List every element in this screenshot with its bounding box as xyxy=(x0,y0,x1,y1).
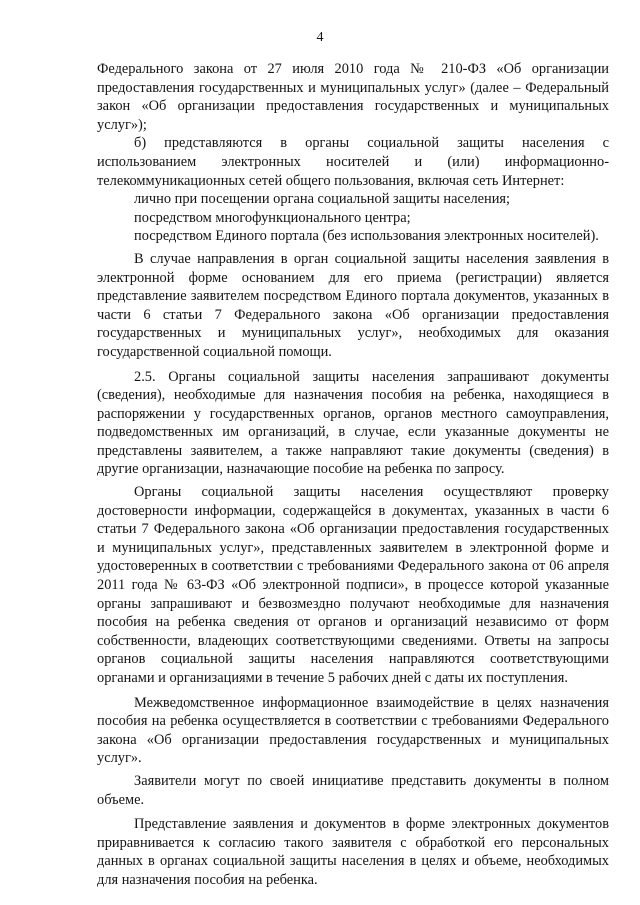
paragraph-law-reference: Федерального закона от 27 июля 2010 года № 210-ФЗ «Об организации предоставления государственных и муниципальных услуг» (далее – Федеральный закон «Об организации предоставления государственных и муниципальных услуг»); xyxy=(97,61,609,133)
paragraph-own-initiative: Заявители могут по своей инициативе представить документы в полном объеме. xyxy=(97,772,609,808)
paragraph-mfc: посредством многофункционального центра; xyxy=(134,209,411,226)
document-body xyxy=(97,60,609,890)
paragraph-interagency: Межведомственное информационное взаимодействие в целях назначения пособия на ребенка осуществляется в соответствии с требованиями Федерального закона «Об организации предоставления государственных и муниципальных услуг». xyxy=(97,694,609,767)
paragraph-electronic-application: В случае направления в орган социальной защиты населения заявления в электронной форме основанием для его приема (регистрации) является представление заявителем посредством Единого портала документов, указанных в части 6 статьи 7 Федерального закона «Об организации предоставления государственных и муниципальных услуг», необходимых для оказания государственной социальной помощи. xyxy=(97,250,609,360)
paragraph-verification: Органы социальной защиты населения осуществляют проверку достоверности информации, содержащейся в документах, указанных в части 6 статьи 7 Федерального закона «Об организации предоставления государственных и муниципальных услуг», представленных заявителем в электронной форме и удостоверенных в соответствии с требованиями Федерального закона от 06 апреля 2011 года № 63-ФЗ «Об электронной подписи», в процессе которой указанные органы запрашивают и безвозмездно получают необходимые для назначения пособия на ребенка сведения от органов и организаций независимо от форм собственности, владеющих соответствующими сведениями. Ответы на запросы органов социальной защиты населения направляются соответствующими органами и организациями в течение 5 рабочих дней с даты их поступления. xyxy=(97,484,609,686)
paragraph-personal-data-consent: Представление заявления и документов в форме электронных документов приравнивается к согласию такого заявителя с обработкой его персональных данных в органах социальной защиты населения в целях и объеме, необходимых для назначения пособия на ребенка. xyxy=(97,816,609,888)
paragraph-electronic-submission: б) представляются в органы социальной защиты населения с использованием электронных носителей и (или) информационно-телекоммуникационных сетей общего пользования, включая сеть Интернет: xyxy=(97,135,609,189)
page-number: 4 xyxy=(316,30,324,45)
paragraph-section-2-5: 2.5. Органы социальной защиты населения запрашивают документы (сведения), необходимые для назначения пособия на ребенка, находящиеся в распоряжении у государственных органов, органов местного самоуправления, подведомственных им организаций, в случае, если указанные документы не представлены заявителем, а также направляют такие документы (сведения) в другие организации, назначающие пособие на ребенка по запросу. xyxy=(97,368,609,478)
paragraph-in-person: лично при посещении органа социальной защиты населения; xyxy=(134,191,511,208)
paragraph-unified-portal: посредством Единого портала (без использования электронных носителей). xyxy=(134,228,599,245)
